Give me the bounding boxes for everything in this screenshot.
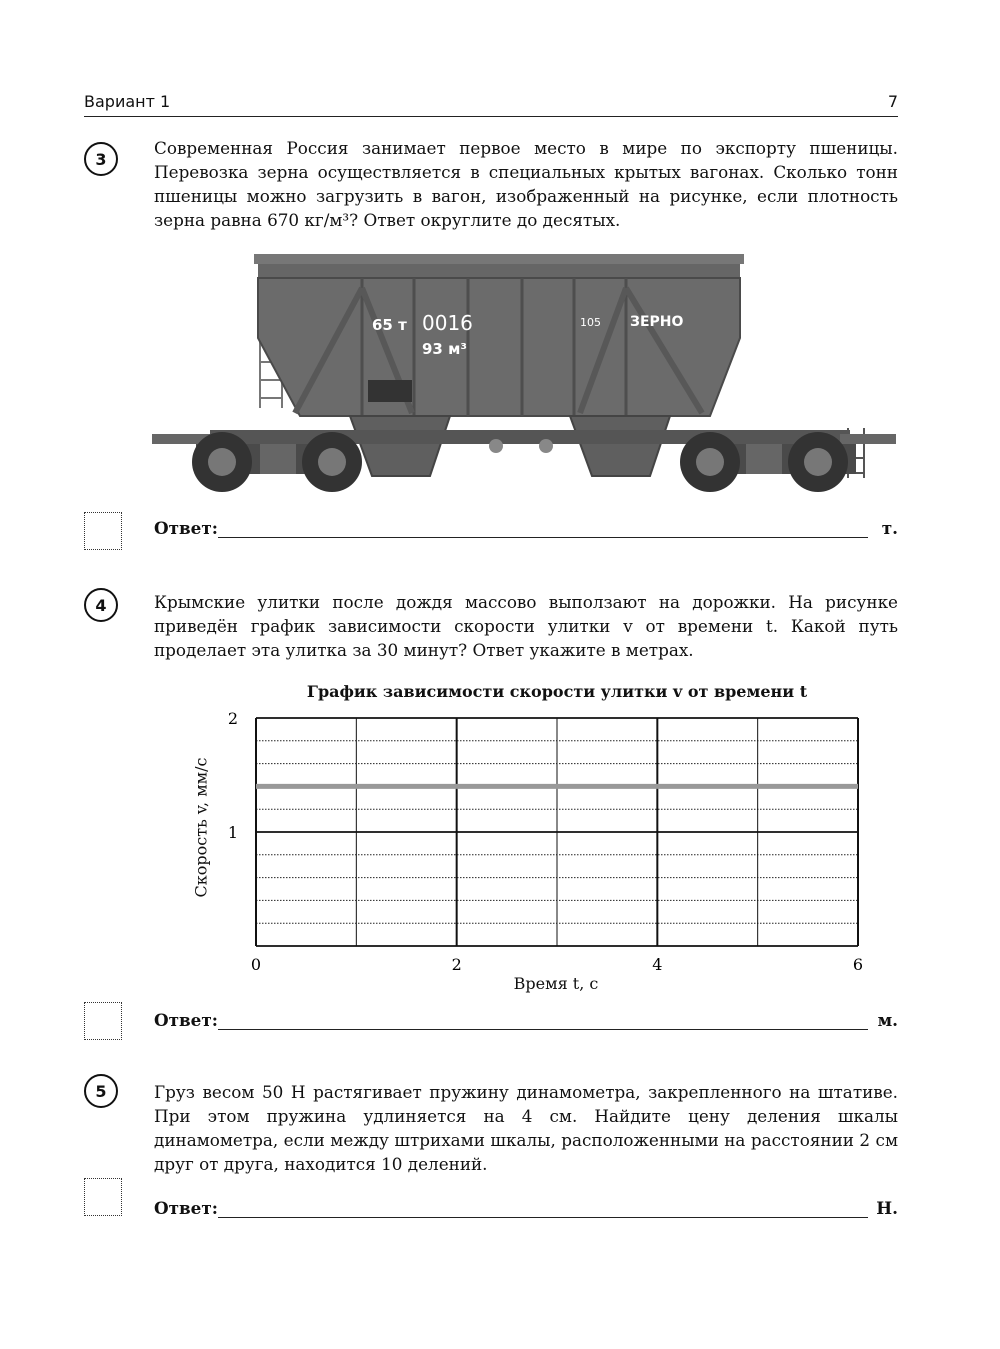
wagon-number-label: 0016 (422, 311, 473, 335)
task-number-3: 3 (84, 142, 118, 176)
x-tick-label: 6 (852, 955, 864, 974)
answer-box-4[interactable] (84, 1002, 122, 1040)
answer-row-5 (154, 1198, 898, 1222)
chart-title: График зависимости скорости улитки v от времени t (306, 682, 808, 701)
x-tick-label: 2 (451, 955, 462, 974)
task-number-4: 4 (84, 588, 118, 622)
chart-x-axis-label: Время t, с (513, 974, 599, 993)
answer-box-5[interactable] (84, 1178, 122, 1216)
page-number: 7 (887, 92, 898, 111)
task-4-text: Крымские улитки после дождя массово выползают на дорожки. На рисунке приведён график зависимости скорости улитки v от времени t. Какой путь проделает эта улитка за 30 минут? Ответ укажите в метрах. (154, 592, 898, 660)
answer-unit-3: т. (881, 518, 898, 538)
answer-line-5[interactable] (218, 1217, 868, 1218)
chart-y-axis-label: Скорость v, мм/с (191, 757, 211, 898)
x-tick-label: 0 (250, 955, 262, 974)
answer-unit-5: Н. (876, 1198, 898, 1218)
y-tick-label: 2 (227, 709, 238, 728)
wagon-volume-label: 93 м³ (422, 340, 467, 358)
wagon-mass-label: 65 т (372, 316, 407, 334)
task-number-5: 5 (84, 1074, 118, 1108)
x-tick-label: 4 (652, 955, 663, 974)
answer-line-4[interactable] (218, 1029, 868, 1030)
answer-unit-4: м. (877, 1010, 898, 1030)
answer-row-4 (154, 1010, 898, 1034)
answer-label: Ответ: (154, 518, 218, 538)
answer-label: Ответ: (154, 1198, 218, 1218)
wagon-code-label: 105 (580, 316, 601, 329)
variant-label: Вариант 1 (84, 92, 171, 111)
y-tick-label: 1 (227, 823, 238, 842)
wagon-cargo-label: ЗЕРНО (630, 314, 684, 330)
task-3-text: Современная Россия занимает первое место в мире по экспорту пшеницы. Перевозка зерна осуществляется в специальных крытых вагонах. Сколько тонн пшеницы можно загрузить в вагон, изображенный на рисунке, если плотность зерна равна 670 кг/м³? Ответ округлите до десятых. (154, 138, 898, 230)
task-5-text: Груз весом 50 Н растягивает пружину динамометра, закрепленного на штативе. При этом пружина удлиняется на 4 см. Найдите цену деления шкалы динамометра, если между штрихами шкалы, расположенными на расстоянии 2 см друг от друга, находится 10 делений. (154, 1082, 898, 1174)
answer-label: Ответ: (154, 1010, 218, 1030)
